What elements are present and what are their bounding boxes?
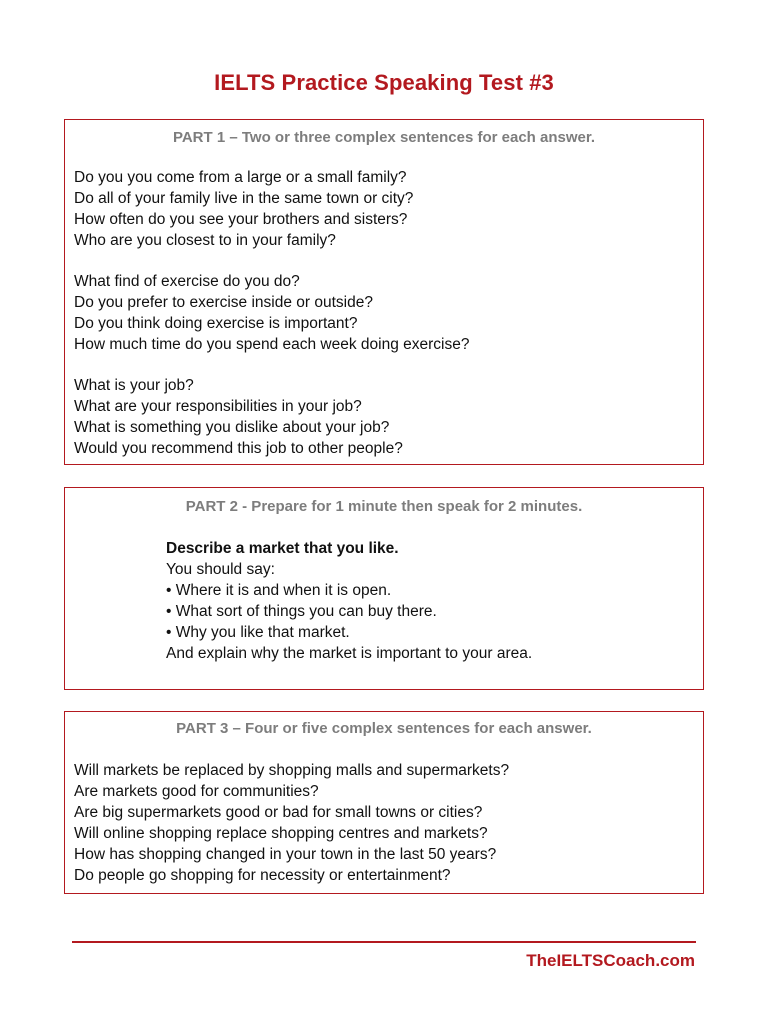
question: What are your responsibilities in your job?: [74, 398, 362, 415]
question: Will markets be replaced by shopping malls and supermarkets?: [74, 762, 510, 779]
cue-card-title: Describe a market that you like.: [166, 540, 399, 557]
question: Do you think doing exercise is important?: [74, 315, 358, 332]
cue-card-intro: You should say:: [166, 561, 275, 578]
part2-box: [64, 487, 704, 690]
part1-group-exercise: [74, 271, 703, 355]
question: Would you recommend this job to other people?: [74, 440, 403, 457]
part1-box: [64, 119, 704, 465]
question: Do you prefer to exercise inside or outside?: [74, 294, 373, 311]
question: Do you you come from a large or a small family?: [74, 169, 407, 186]
cue-card-bullet: • Where it is and when it is open.: [166, 582, 392, 599]
question: Are big supermarkets good or bad for small towns or cities?: [74, 804, 483, 821]
question: What find of exercise do you do?: [74, 273, 300, 290]
question: How often do you see your brothers and sisters?: [74, 211, 408, 228]
question: How much time do you spend each week doing exercise?: [74, 336, 470, 353]
question: Will online shopping replace shopping centres and markets?: [74, 825, 488, 842]
cue-card-closing: And explain why the market is important to your area.: [166, 645, 533, 662]
cue-card-bullet: • Why you like that market.: [166, 624, 350, 641]
part3-heading: PART 3 – Four or five complex sentences for each answer.: [176, 720, 592, 737]
part1-group-family: [74, 167, 703, 251]
part3-box: [64, 711, 704, 894]
question: What is your job?: [74, 377, 194, 394]
question: Who are you closest to in your family?: [74, 232, 336, 249]
page-title: IELTS Practice Speaking Test #3: [214, 70, 554, 95]
part3-questions: [74, 760, 703, 886]
question: Do all of your family live in the same town or city?: [74, 190, 414, 207]
footer-site-link[interactable]: TheIELTSCoach.com: [526, 951, 695, 970]
question: Do people go shopping for necessity or entertainment?: [74, 867, 451, 884]
cue-card-bullet: • What sort of things you can buy there.: [166, 603, 437, 620]
question: How has shopping changed in your town in the last 50 years?: [74, 846, 497, 863]
footer-divider: [72, 941, 696, 943]
part1-group-job: [74, 375, 703, 459]
cue-card: [166, 538, 703, 664]
question: Are markets good for communities?: [74, 783, 319, 800]
question: What is something you dislike about your job?: [74, 419, 390, 436]
part1-heading: PART 1 – Two or three complex sentences for each answer.: [172, 129, 596, 146]
part2-heading: PART 2 - Prepare for 1 minute then speak for 2 minutes.: [185, 498, 583, 515]
